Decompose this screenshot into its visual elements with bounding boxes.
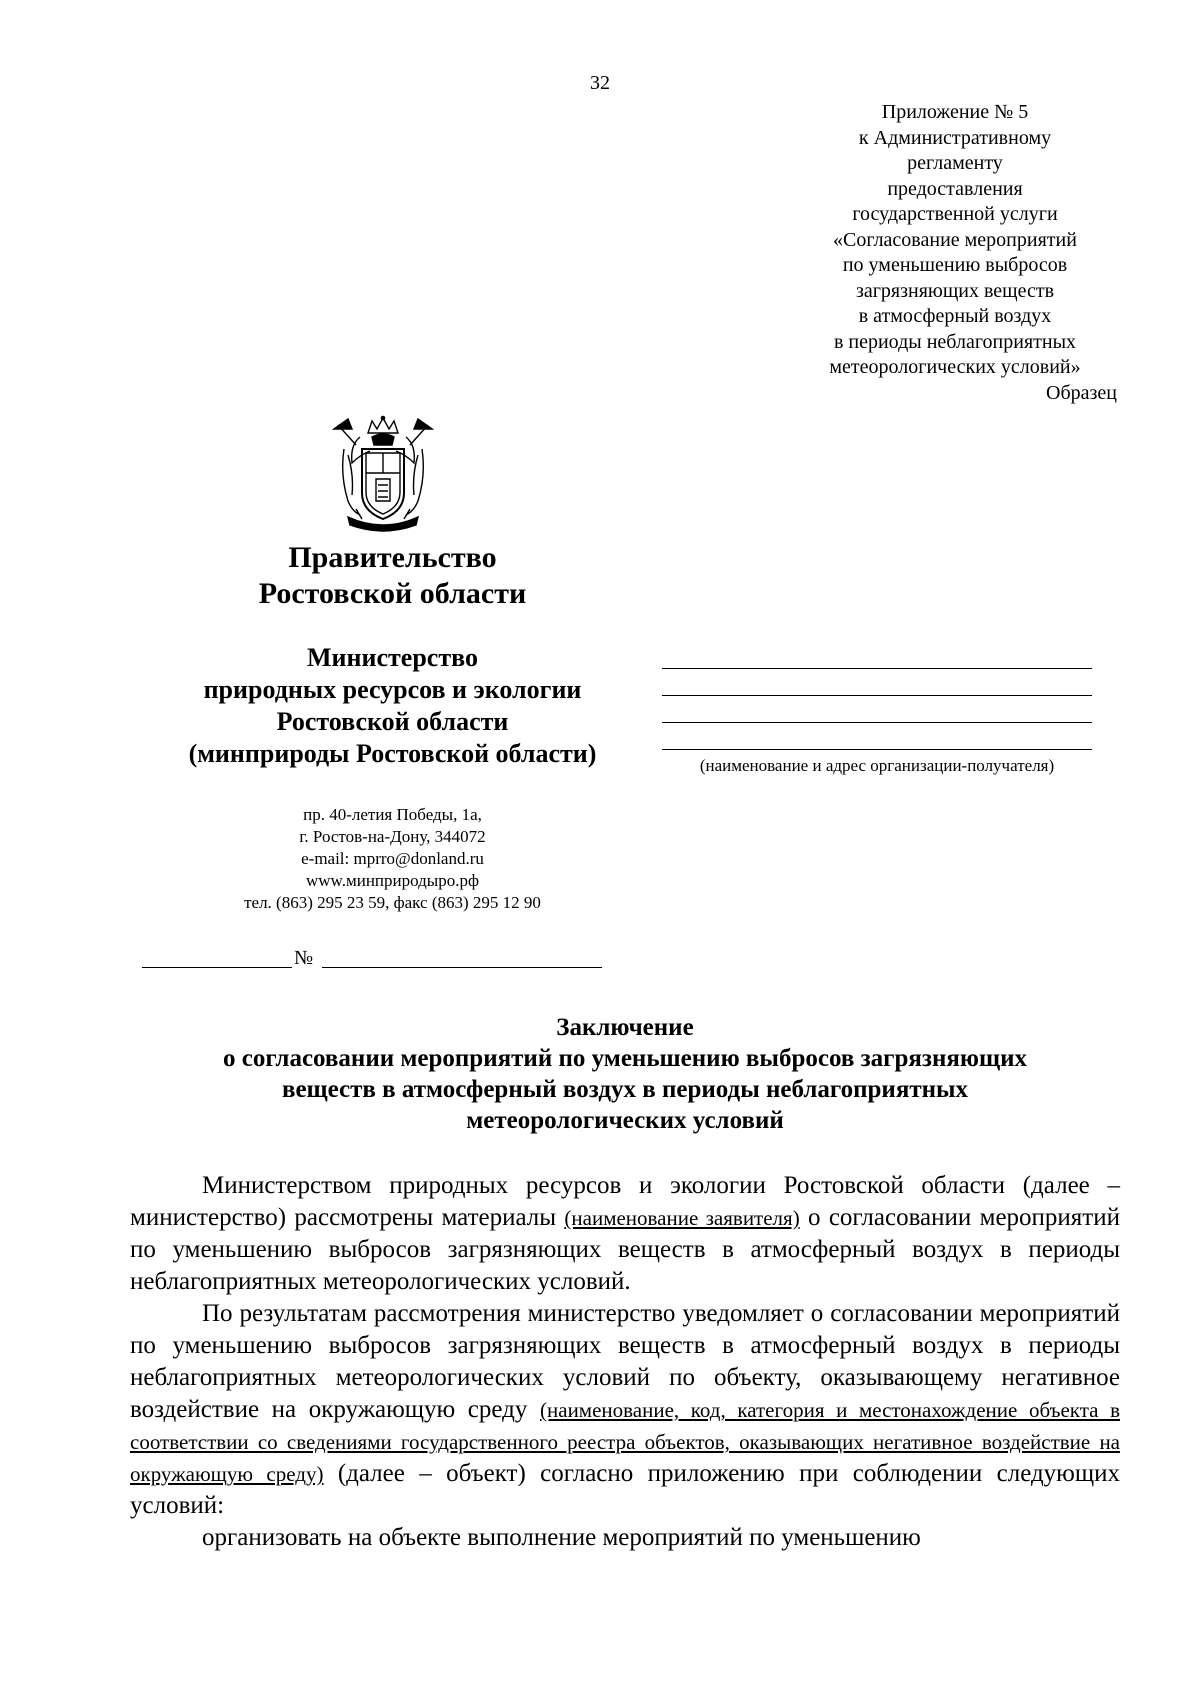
ministry-title	[120, 642, 665, 770]
appendix-line: метеорологических условий»	[829, 356, 1081, 378]
paragraph	[130, 1170, 1120, 1298]
appendix-line: по уменьшению выбросов	[842, 254, 1068, 276]
page-number: 32	[590, 72, 610, 94]
paragraph-text: (далее – объект) согласно приложению при соблюдении следующих условий:	[130, 1460, 1120, 1519]
recipient-blank-line	[662, 668, 1092, 669]
conclusion-subtitle-line: метеорологических условий	[466, 1107, 784, 1134]
paragraph	[130, 1298, 1120, 1522]
rostov-oblast-coat-of-arms-icon	[330, 415, 436, 535]
body-text	[130, 1170, 1120, 1554]
ministry-title-line: Министерство	[307, 643, 478, 672]
government-title-line: Ростовской области	[258, 577, 527, 610]
conclusion-heading	[130, 1012, 1120, 1136]
recipient-blank-line	[662, 695, 1092, 696]
recipient-caption: (наименование и адрес организации-получателя)	[699, 756, 1055, 775]
conclusion-subtitle-line: о согласовании мероприятий по уменьшению выбросов загрязняющих	[222, 1045, 1027, 1072]
government-title-line: Правительство	[288, 541, 497, 574]
ministry-title-line: Ростовской области	[276, 707, 509, 736]
ministry-title-line: (минприроды Ростовской области)	[188, 739, 597, 768]
paragraph-text: По результатам рассмотрения министерство уведомляет о согласовании мероприятий по уменьшению выбросов загрязняющих веществ в атмосферный воздух в периоды неблагоприятных метеорологических условий по объекту, оказывающему негативное воздействие на окружающую среду	[130, 1300, 1120, 1423]
appendix-line: к Административному	[858, 126, 1052, 149]
number-sign: №	[294, 947, 314, 969]
government-title	[120, 540, 665, 612]
paragraph-text: Министерством природных ресурсов и экологии Ростовской области (далее – министерство) рассмотрены материалы	[130, 1172, 1120, 1231]
email-text: e-mail: mprro@donland.ru	[301, 849, 484, 868]
recipient-block	[662, 668, 1092, 776]
paragraph	[130, 1522, 1120, 1554]
organization-block	[120, 540, 665, 914]
appendix-line: в атмосферный воздух	[858, 305, 1052, 327]
address-line: г. Ростов-на-Дону, 344072	[299, 827, 486, 846]
appendix-line: в периоды неблагоприятных	[833, 330, 1077, 353]
appendix-header	[790, 100, 1120, 406]
appendix-line: предоставления	[887, 177, 1023, 200]
number-blank-line	[322, 967, 602, 968]
paragraph-text: о согласовании мероприятий по уменьшению выбросов загрязняющих веществ в атмосферный воздух в периоды неблагоприятных метеорологических условий.	[130, 1204, 1120, 1295]
appendix-line: государственной услуги	[852, 203, 1058, 225]
address-line: пр. 40-летия Победы, 1а,	[303, 805, 482, 824]
document-number-field	[142, 946, 602, 970]
appendix-line: регламенту	[907, 152, 1003, 174]
appendix-line: «Согласование мероприятий	[833, 228, 1077, 251]
conclusion-subtitle-line: веществ в атмосферный воздух в периоды неблагоприятных	[281, 1076, 969, 1103]
website-text: www.минприродыро.рф	[306, 871, 479, 890]
recipient-blank-line	[662, 749, 1092, 750]
applicant-placeholder: (наименование заявителя)	[564, 1206, 800, 1230]
ministry-title-line: природных ресурсов и экологии	[203, 675, 582, 704]
appendix-line: Приложение № 5	[881, 101, 1029, 123]
date-blank-line	[142, 967, 292, 968]
phone-text: тел. (863) 295 23 59, факс (863) 295 12 90	[244, 893, 541, 912]
recipient-blank-line	[662, 722, 1092, 723]
paragraph-text: организовать на объекте выполнение мероприятий по уменьшению	[202, 1524, 921, 1551]
contact-details	[120, 804, 665, 914]
conclusion-title: Заключение	[556, 1014, 694, 1041]
appendix-line: загрязняющих веществ	[855, 279, 1055, 302]
sample-label: Образец	[1046, 381, 1117, 404]
object-placeholder: (наименование, код, категория и местонахождение объекта в соответствии со сведениями государственного реестра объектов, оказывающих негативное воздействие на окружающую среду)	[130, 1398, 1120, 1486]
